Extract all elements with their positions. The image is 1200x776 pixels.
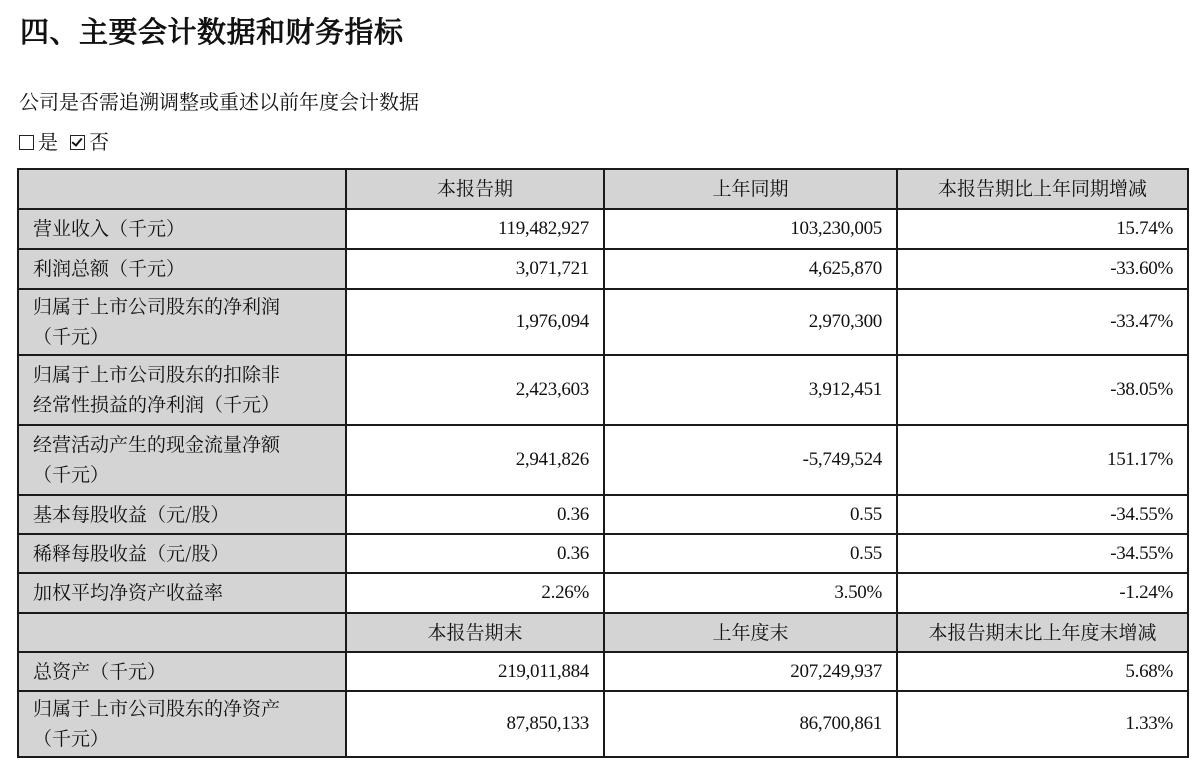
prior-value: 3,912,451 [604, 355, 897, 425]
table-row [18, 495, 1188, 534]
row-label: 加权平均净资产收益率 [18, 573, 346, 613]
header-prior-period: 上年同期 [604, 169, 897, 209]
prior-value: 103,230,005 [604, 209, 897, 249]
current-value: 219,011,884 [346, 652, 604, 691]
current-value: 0.36 [346, 495, 604, 534]
row-label [18, 355, 346, 425]
current-value: 119,482,927 [346, 209, 604, 249]
change-value: -1.24% [897, 573, 1188, 613]
row-label-line2: （千元） [33, 728, 110, 750]
change-value: -33.47% [897, 289, 1188, 355]
header-blank [18, 169, 346, 209]
header-period-change: 本报告期比上年同期增减 [897, 169, 1188, 209]
change-value: 5.68% [897, 652, 1188, 691]
row-label [18, 691, 346, 757]
change-value: 1.33% [897, 691, 1188, 757]
row-label: 总资产（千元） [18, 652, 346, 691]
current-value: 3,071,721 [346, 249, 604, 289]
table-row [18, 209, 1188, 249]
option-no[interactable] [70, 128, 109, 156]
option-yes[interactable] [19, 128, 58, 156]
current-value: 0.36 [346, 534, 604, 573]
header-prior-year-end: 上年度末 [604, 613, 897, 652]
row-label-line1: 归属于上市公司股东的扣除非 [33, 364, 281, 386]
change-value: -38.05% [897, 355, 1188, 425]
table-header-row [18, 169, 1188, 209]
row-label-line2: （千元） [33, 326, 110, 348]
table-row [18, 249, 1188, 289]
prior-value: 3.50% [604, 573, 897, 613]
header-period-end: 本报告期末 [346, 613, 604, 652]
row-label-line1: 经营活动产生的现金流量净额 [33, 434, 281, 456]
row-label-line1: 归属于上市公司股东的净利润 [33, 296, 281, 318]
change-value: -34.55% [897, 534, 1188, 573]
prior-value: 207,249,937 [604, 652, 897, 691]
table-row [18, 355, 1188, 425]
current-value: 87,850,133 [346, 691, 604, 757]
current-value: 2.26% [346, 573, 604, 613]
header-blank [18, 613, 346, 652]
prior-value: -5,749,524 [604, 425, 897, 495]
row-label: 利润总额（千元） [18, 249, 346, 289]
prior-value: 2,970,300 [604, 289, 897, 355]
change-value: 15.74% [897, 209, 1188, 249]
row-label-line1: 归属于上市公司股东的净资产 [33, 698, 281, 720]
section-title: 四、主要会计数据和财务指标 [20, 15, 404, 49]
table-row [18, 573, 1188, 613]
change-value: 151.17% [897, 425, 1188, 495]
option-yes-label: 是 [38, 130, 58, 154]
financial-indicators-table [17, 168, 1189, 758]
current-value: 2,423,603 [346, 355, 604, 425]
unchecked-box-icon[interactable] [19, 135, 34, 150]
current-value: 1,976,094 [346, 289, 604, 355]
option-no-label: 否 [89, 130, 109, 154]
change-value: -34.55% [897, 495, 1188, 534]
checked-box-icon[interactable] [70, 135, 85, 150]
row-label [18, 289, 346, 355]
current-value: 2,941,826 [346, 425, 604, 495]
row-label [18, 425, 346, 495]
prior-value: 0.55 [604, 534, 897, 573]
row-label: 基本每股收益（元/股） [18, 495, 346, 534]
table-row [18, 691, 1188, 757]
row-label: 营业收入（千元） [18, 209, 346, 249]
table-row [18, 289, 1188, 355]
row-label-line2: 经常性损益的净利润（千元） [33, 394, 281, 416]
table-row [18, 534, 1188, 573]
table-subheader-row [18, 613, 1188, 652]
row-label: 稀释每股收益（元/股） [18, 534, 346, 573]
header-current-period: 本报告期 [346, 169, 604, 209]
change-value: -33.60% [897, 249, 1188, 289]
header-year-end-change: 本报告期末比上年度末增减 [897, 613, 1188, 652]
restatement-options [19, 128, 109, 156]
prior-value: 0.55 [604, 495, 897, 534]
row-label-line2: （千元） [33, 464, 110, 486]
table-row [18, 425, 1188, 495]
prior-value: 86,700,861 [604, 691, 897, 757]
prior-value: 4,625,870 [604, 249, 897, 289]
table-row [18, 652, 1188, 691]
restatement-question: 公司是否需追溯调整或重述以前年度会计数据 [19, 90, 419, 114]
